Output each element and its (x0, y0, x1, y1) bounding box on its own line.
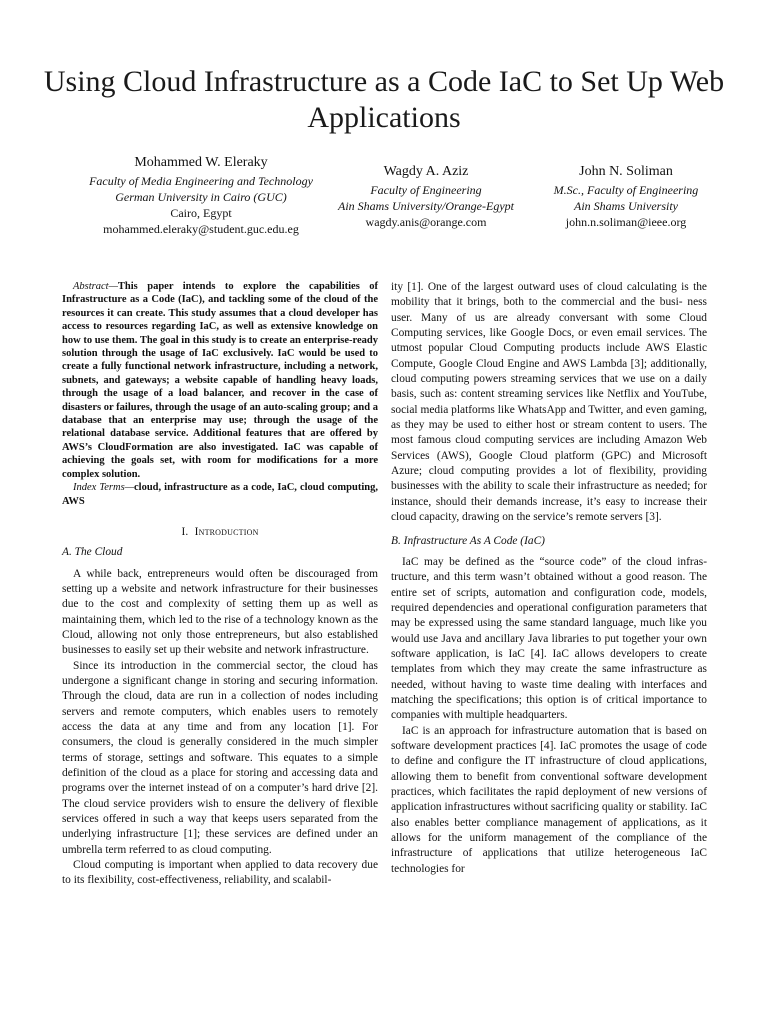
author-affiliation: Ain Shams University/Orange-Egypt (338, 199, 514, 213)
author-block-3 (526, 162, 726, 230)
body-paragraph: ity [1]. One of the largest outward uses of cloud calculating is the mobility that it brings, both to the commercial and the busi- ness user. Many of us are already conversant with some Cloud Computing services, like Google Docs, or even email services. The utmost popular Cloud Computing products include AWS Elastic Compute, Google Cloud Engine and AWS Lambda [3]; additionally, cloud computing powers streaming services that we use on a daily basis, such as: content streaming services like Netflix and YouTube, social media platforms like WhatsApp and Twitter, and even gaming, as they may be used to either host or stream content to users. The most famous cloud computing services are including Amazon Web Services (AWS), Google Cloud platform (GPC) and Microsoft Azure; cloud computing provides a lot of flexibility, providing businesses with the ability to scale their infrastructure as needed; for instance, should their demands increase, it’s easy to increase their cloud capacity, drawing on the service’s remote servers [3]. (391, 281, 707, 524)
body-paragraph: Since its introduction in the commercial sector, the cloud has undergone a significant change in storing and securing information. Through the cloud, data are run in a collection of nodes including servers and remote computers, which enables users to remotely access the data at any time and from any location [1]. For consumers, the cloud is generally considered in the much simpler terms of storage, settings and software. This equates to a simple definition of the cloud as a place for storing and accessing data and programs over the internet instead of on a computer’s hard drive [2]. The cloud service providers wish to ensure the delivery of flexible services offered in such a way that keeps users separated from the underlying infrastructure [1]; these services are defined under an umbrella term referred to as cloud computing. (62, 659, 378, 856)
author-affiliation: German University in Cairo (GUC) (115, 190, 287, 204)
section-heading (62, 525, 378, 540)
body-paragraph: IaC is an approach for infrastructure automation that is based on software development practices [4]. IaC promotes the usage of code to define and configure the IT infrastructure of cloud applications, allowing them to benefit from conventional software development practices, which facilitates the rapid deployment of new versions of application infrastructures without sacrificing quality or stability. IaC also enables better compliance management of applications, as it allows for the uniform management of the compliance of the infrastructure of applications that utilize heterogeneous IaC technologies for (391, 724, 707, 875)
abstract-text: This paper intends to explore the capabilities of Infrastructure as a Code (IaC), and tackling some of the cloud of the resources it can create. This study assumes that a cloud developer has access to resources regarding IaC, as well as extensive knowledge on how to use them. The goal in this study is to create an enterprise-ready solution through the usage of IaC exclusively. IaC would be used to create a fully functional network infrastructure, including a network, subnets, and gateways; a website capable of handling heavy loads, through the usage of a load balancer, and recover in the case of disasters or failures, through the usage of an auto-scaling group; and a database that an enterprise may use; through the usage of the relational database service. Additional features that are offered by AWS’s CloudFormation are also investigated. IaC was capable of achieving the goals set, with room for modifications for a more complex solution. (62, 281, 378, 480)
index-terms-text: cloud, infrastructure as a code, IaC, cloud computing, AWS (62, 482, 378, 507)
body-paragraph: IaC may be defined as the “source code” of the cloud infras- tructure, and this term wasn’t obtained without a good reason. The entire set of scripts, automation and configuration code, models, required dependencies and operational configuration parameters that may be expressed using the same standard language, much like you would use Java and ancillary Java libraries to put together your own software application, is IaC [4]. IaC allows developers to create templates from which they may create the same infrastructure as needed, without having to waste time dealing with interfaces and matching the specifications; this option is of critical importance to companies with multiple headquarters. (391, 555, 707, 722)
body-paragraph: A while back, entrepreneurs would often be discouraged from setting up a website and network infrastructure for their businesses due to the cost and complexity of setting them up as well as maintaining them, which led to the rise of a technology known as the Cloud, allowing not only those entrepreneurs, but also established businesses to easily set up their website and network infrastructure. (62, 567, 378, 657)
index-terms-lead: Index Terms— (73, 482, 134, 494)
author-affiliation: Faculty of Media Engineering and Technology (89, 174, 313, 188)
author-location: Cairo, Egypt (170, 206, 232, 220)
paper-title: Using Cloud Infrastructure as a Code IaC to Set Up Web Applications (43, 65, 725, 134)
index-terms (62, 481, 378, 508)
author-block-1 (66, 153, 336, 237)
author-affiliation: Ain Shams University (574, 199, 678, 213)
left-column (62, 280, 378, 889)
right-column (391, 280, 707, 877)
section-title: Introduction (194, 525, 259, 538)
author-affiliation: Faculty of Engineering (370, 183, 482, 197)
body-paragraph: Cloud computing is important when applied to data recovery due to its flexibility, cost-effectiveness, reliability, and scalabil- (62, 859, 378, 887)
author-email: john.n.soliman@ieee.org (565, 215, 687, 229)
section-number: I. (181, 525, 189, 538)
subsection-heading-a: A. The Cloud (62, 546, 123, 559)
abstract (62, 280, 378, 481)
abstract-lead: Abstract— (73, 281, 118, 292)
author-affiliation: M.Sc., Faculty of Engineering (553, 183, 699, 197)
author-name: Mohammed W. Eleraky (134, 155, 268, 170)
author-block-2 (326, 162, 526, 230)
author-name: John N. Soliman (579, 164, 673, 179)
subsection-heading-b: B. Infrastructure As A Code (IaC) (391, 534, 545, 547)
author-email: wagdy.anis@orange.com (365, 215, 487, 229)
author-email: mohammed.eleraky@student.guc.edu.eg (103, 222, 299, 236)
author-name: Wagdy A. Aziz (383, 164, 469, 179)
